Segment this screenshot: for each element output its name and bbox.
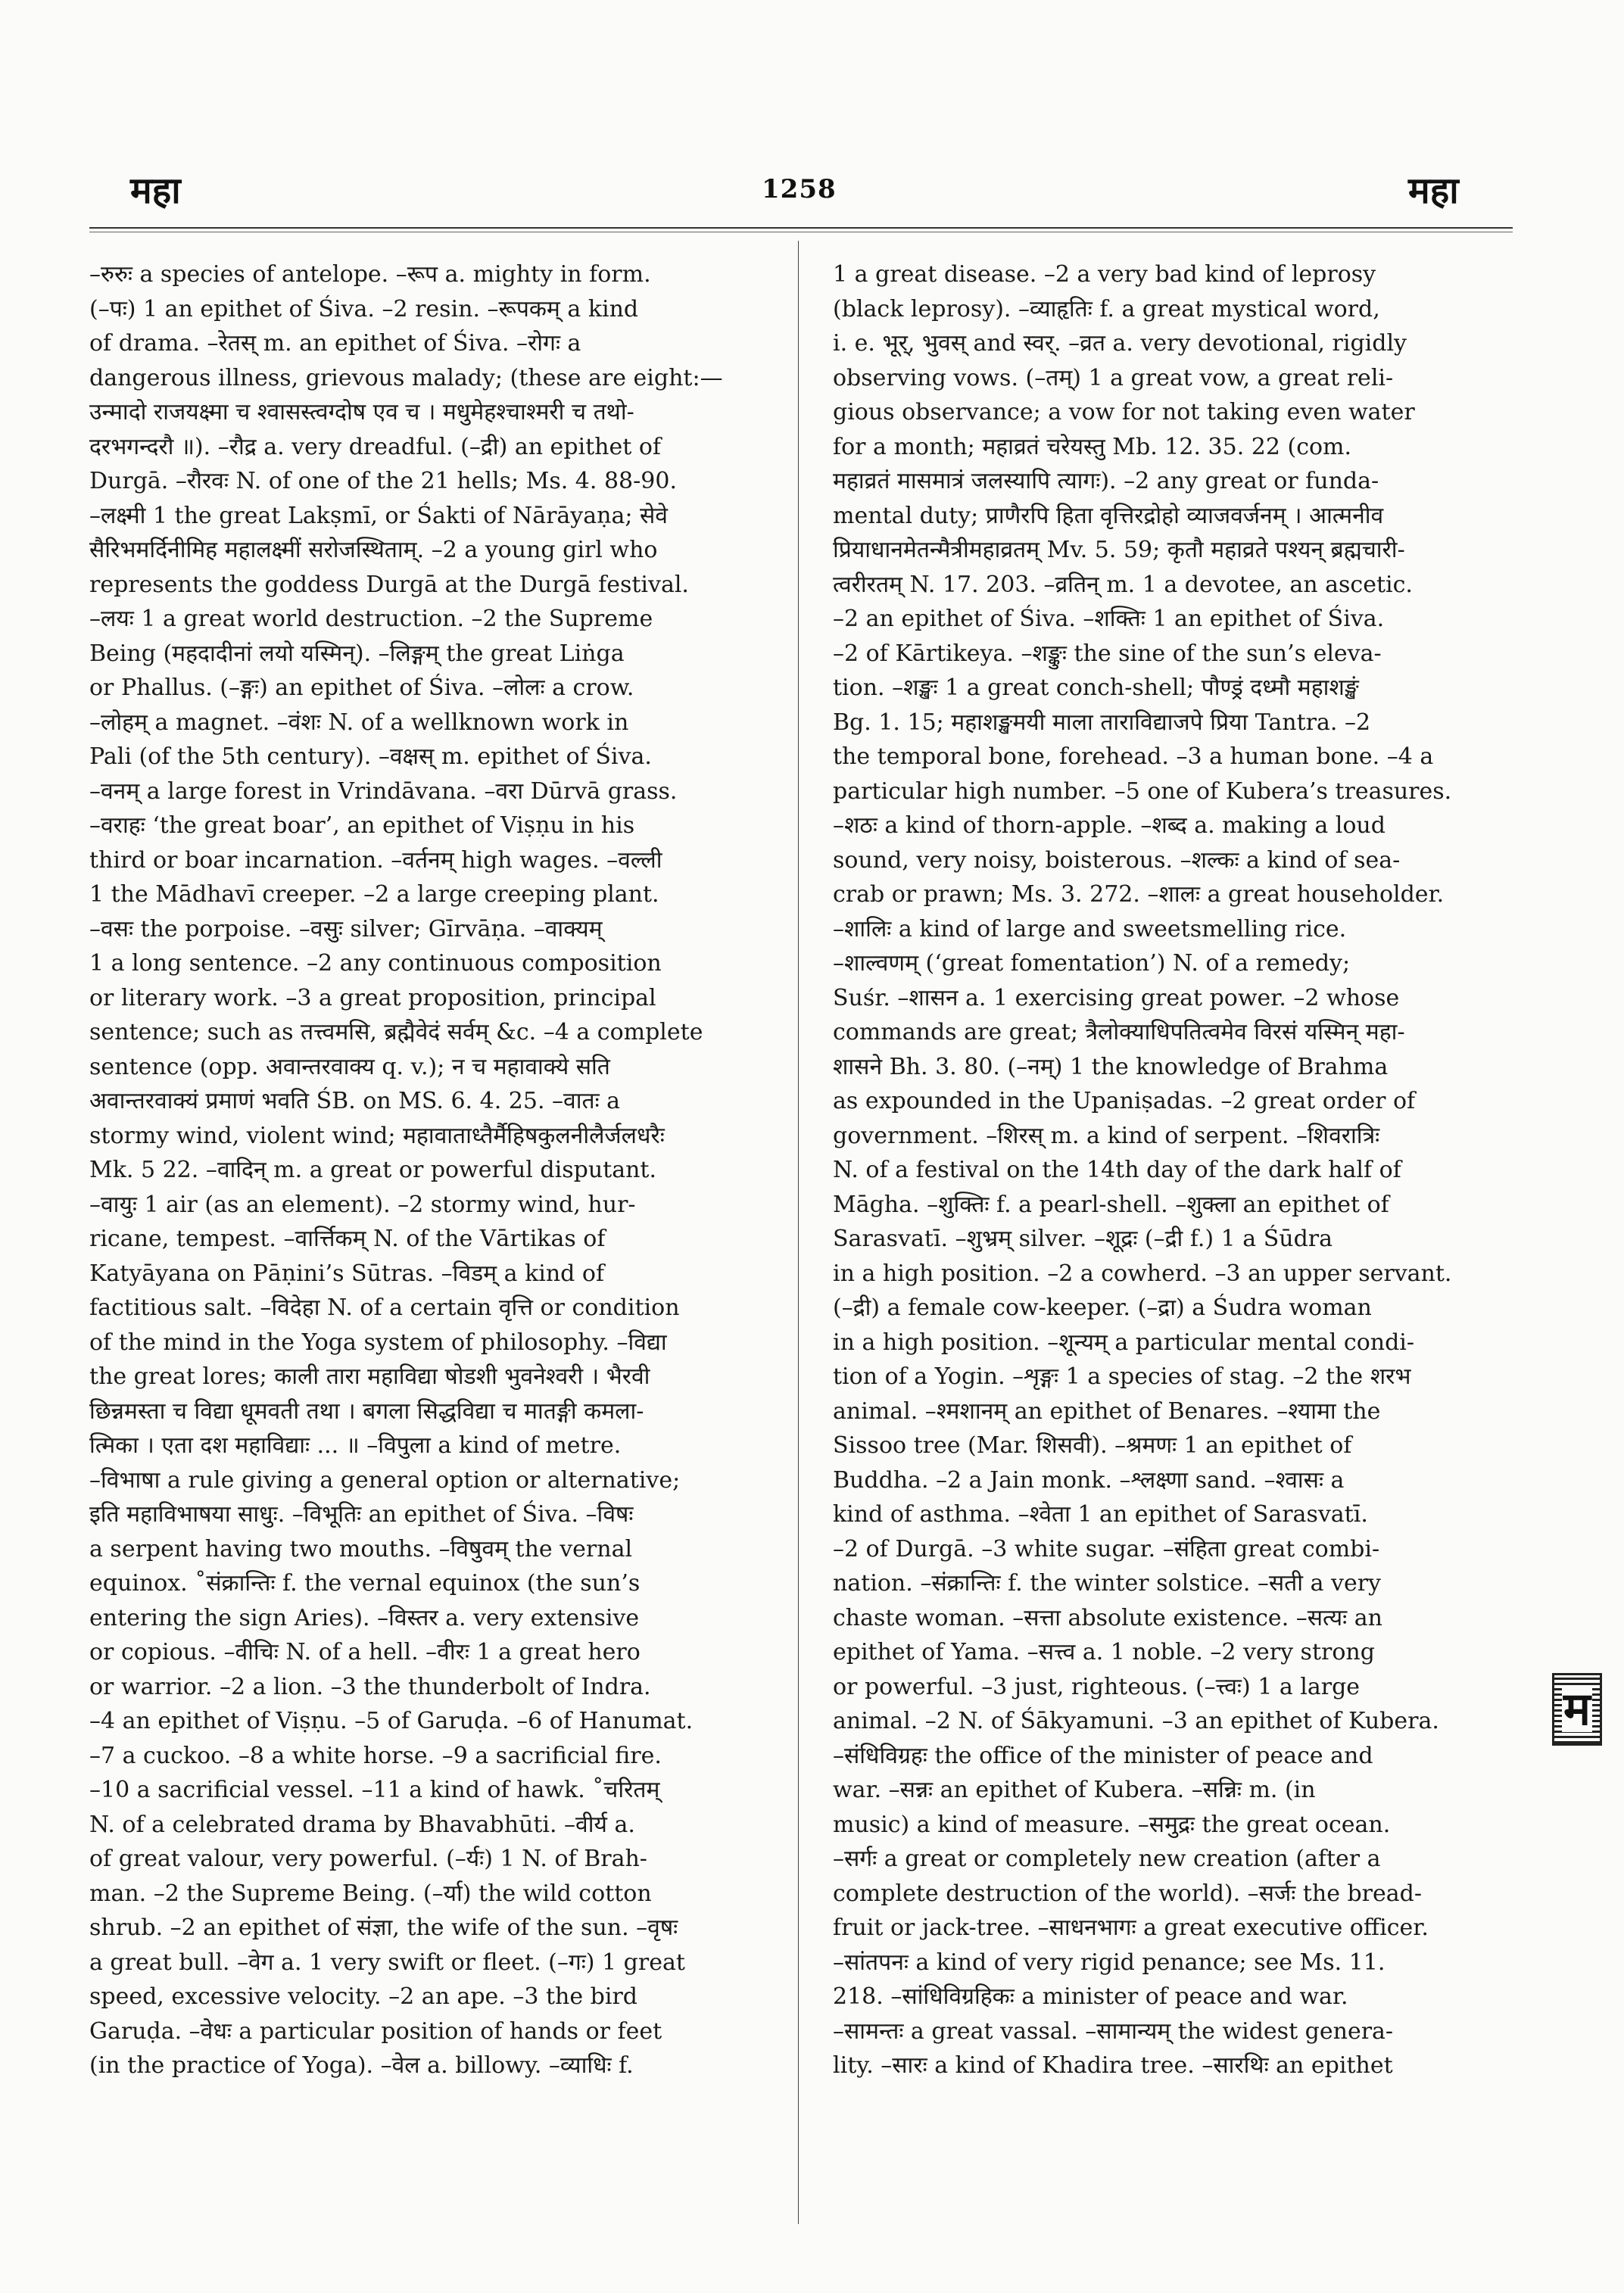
entry-line: महाव्रतं मासमात्रं जलस्यापि त्यागः). –2 any great or funda-: [833, 468, 1379, 494]
entry-line: (black leprosy). –व्याहृतिः f. a great mystical word,: [833, 295, 1380, 322]
entry-line: 1 a great disease. –2 a very bad kind of leprosy: [833, 261, 1376, 288]
entry-line: or copious. –वीचिः N. of a hell. –वीरः 1 a great hero: [89, 1639, 641, 1665]
entry-line: commands are great; त्रैलोक्याधिपतित्वमेव विरसं यस्मिन् महा-: [833, 1019, 1405, 1045]
entry-line: –2 of Durgā. –3 white sugar. –संहिता great combi-: [833, 1535, 1380, 1562]
entry-line: i. e. भूर्, भुवस् and स्वर्. –व्रत a. very devotional, rigidly: [833, 330, 1407, 357]
header-guide-word-right: महा: [1408, 170, 1459, 212]
entry-line: complete destruction of the world). –सर्जः the bread-: [833, 1880, 1423, 1907]
entry-line: gious observance; a vow for not taking even water: [833, 399, 1415, 425]
entry-line: N. of a festival on the 14th day of the dark half of: [833, 1157, 1401, 1183]
right-column: [833, 257, 1514, 2210]
entry-line: ricane, tempest. –वार्त्तिकम् N. of the Vārtikas of: [89, 1226, 606, 1252]
entry-line: –वसः the porpoise. –वसुः silver; Gīrvāṇa. –वाक्यम्: [89, 915, 603, 942]
entry-line: entering the sign Aries). –विस्तर a. very extensive: [89, 1604, 640, 1631]
entry-line: of great valour, very powerful. (–र्यः) 1 N. of Brah-: [89, 1846, 647, 1872]
entry-line: fruit or jack-tree. –साधनभागः a great executive officer.: [833, 1914, 1429, 1941]
entry-line: Bg. 1. 15; महाशङ्खमयी माला ताराविद्याजपे प्रिया Tantra. –2: [833, 709, 1371, 736]
header-guide-word-left: महा: [130, 170, 181, 212]
entry-line: nation. –संक्रान्तिः f. the winter solstice. –सती a very: [833, 1570, 1381, 1597]
entry-line: –विभाषा a rule giving a general option or alternative;: [89, 1466, 681, 1494]
entry-line: a great bull. –वेग a. 1 very swift or fleet. (–गः) 1 great: [89, 1949, 685, 1976]
entry-line: –2 an epithet of Śiva. –शक्तिः 1 an epithet of Śiva.: [833, 606, 1385, 632]
entry-line: tion of a Yogin. –शृङ्गः 1 a species of stag. –2 the शरभ: [833, 1363, 1411, 1390]
entry-line: –7 a cuckoo. –8 a white horse. –9 a sacrificial fire.: [89, 1742, 662, 1769]
entry-line: –वनम् a large forest in Vrindāvana. –वरा Dūrvā grass.: [89, 777, 678, 805]
entry-line: (–द्री) a female cow-keeper. (–द्रा) a Śudra woman: [833, 1294, 1372, 1321]
entry-line: as expounded in the Upaniṣadas. –2 great order of: [833, 1088, 1416, 1114]
entry-line: stormy wind, violent wind; महावाताध्तैर्मैहिषकुलनीलैर्जलधरैः: [89, 1122, 665, 1149]
entry-line: इति महाविभाषया साधुः. –विभूतिः an epithet of Śiva. –विषः: [89, 1501, 634, 1528]
entry-line: N. of a celebrated drama by Bhavabhūti. –वीर्य a.: [89, 1811, 635, 1838]
entry-line: अवान्तरवाक्यं प्रमाणं भवति ŚB. on MS. 6. 4. 25. –वातः a: [89, 1088, 621, 1114]
entry-line: crab or prawn; Ms. 3. 272. –शालः a great householder.: [833, 881, 1445, 908]
entry-line: Pali (of the 5th century). –वक्षस् m. epithet of Śiva.: [89, 743, 652, 770]
entry-line: man. –2 the Supreme Being. (–र्या) the wild cotton: [89, 1880, 652, 1907]
entry-line: or Phallus. (–ङ्गः) an epithet of Śiva. –लोलः a crow.: [89, 675, 634, 701]
entry-line: –शठः a kind of thorn-apple. –शब्द a. making a loud: [833, 812, 1386, 839]
column-divider: [798, 241, 799, 2224]
entry-line: दरभगन्दरौ ॥). –रौद्र a. very dreadful. (–द्री) an epithet of: [89, 433, 662, 460]
entry-line: छिन्नमस्ता च विद्या धूमवती तथा । बगला सिद्धविद्या च मातङ्गी कमला-: [89, 1397, 644, 1425]
entry-line: the temporal bone, forehead. –3 a human bone. –4 a: [833, 743, 1434, 770]
entry-line: सैरिभमर्दिनीमिह महालक्ष्मीं सरोजस्थिताम्. –2 a young girl who: [89, 537, 658, 563]
entry-line: equinox. ˚संक्रान्तिः f. the vernal equinox (the sun’s: [89, 1570, 641, 1597]
page-number: 1258: [762, 174, 837, 204]
entry-line: शासने Bh. 3. 80. (–नम्) 1 the knowledge of Brahma: [833, 1053, 1389, 1080]
entry-line: उन्मादो राजयक्ष्मा च श्वासस्त्वग्दोष एव च । मधुमेहश्चाश्मरी च तथो-: [89, 399, 634, 425]
entry-line: observing vows. (–तम्) 1 a great vow, a great reli-: [833, 364, 1394, 391]
entry-line: –शालिः a kind of large and sweetsmelling rice.: [833, 915, 1347, 942]
entry-line: –वराहः ‘the great boar’, an epithet of Viṣṇu in his: [89, 812, 635, 839]
entry-line: or warrior. –2 a lion. –3 the thunderbolt of Indra.: [89, 1673, 651, 1700]
entry-line: –सामन्तः a great vassal. –सामान्यम् the widest genera-: [833, 2017, 1394, 2045]
entry-line: Mk. 5 22. –वादिन् m. a great or powerful disputant.: [89, 1157, 656, 1183]
entry-line: war. –सन्नः an epithet of Kubera. –सन्निः m. (in: [833, 1777, 1316, 1803]
entry-line: sentence (opp. अवान्तरवाक्य q. v.); न च महावाक्ये सति: [89, 1053, 610, 1080]
entry-line: a serpent having two mouths. –विषुवम् the vernal: [89, 1535, 633, 1562]
entry-line: animal. –2 N. of Śākyamuni. –3 an epithet of Kubera.: [833, 1708, 1439, 1734]
entry-line: or powerful. –3 just, righteous. (–त्त्वः) 1 a large: [833, 1673, 1361, 1700]
entry-line: –वायुः 1 air (as an element). –2 stormy wind, hur-: [89, 1191, 636, 1218]
entry-line: Being (महदादीनां लयो यस्मिन्). –लिङ्गम् the great Liṅga: [89, 640, 625, 667]
thumb-index-letter: म: [1563, 1683, 1591, 1736]
entry-line: Buddha. –2 a Jain monk. –श्लक्ष्णा sand. –श्वासः a: [833, 1466, 1345, 1494]
entry-line: Sarasvatī. –शुभ्रम् silver. –शूद्रः (–द्री f.) 1 a Śūdra: [833, 1226, 1333, 1252]
entry-line: represents the goddess Durgā at the Durgā festival.: [89, 571, 689, 598]
entry-line: Sissoo tree (Mar. शिसवी). –श्रमणः 1 an epithet of: [833, 1432, 1352, 1459]
entry-line: for a month; महाव्रतं चरेयस्तु Mb. 12. 35. 22 (com.: [833, 433, 1352, 460]
entry-line: 1 the Mādhavī creeper. –2 a large creeping plant.: [89, 881, 659, 908]
entry-line: 1 a long sentence. –2 any continuous composition: [89, 950, 662, 977]
entry-line: shrub. –2 an epithet of संज्ञा, the wife of the sun. –वृषः: [89, 1914, 678, 1941]
entry-line: or literary work. –3 a great proposition, principal: [89, 984, 656, 1011]
entry-line: –शाल्वणम् (‘great fomentation’) N. of a remedy;: [833, 950, 1351, 977]
entry-line: animal. –श्मशानम् an epithet of Benares. –श्यामा the: [833, 1397, 1381, 1425]
entry-line: in a high position. –2 a cowherd. –3 an upper servant.: [833, 1260, 1452, 1287]
entry-line: kind of asthma. –श्वेता 1 an epithet of Sarasvatī.: [833, 1501, 1368, 1528]
entry-line: –2 of Kārtikeya. –शङ्कुः the sine of the sun’s eleva-: [833, 640, 1382, 667]
header-rule: [89, 227, 1513, 232]
entry-line: factitious salt. –विदेहा N. of a certain वृत्ति or condition: [89, 1294, 680, 1321]
entry-line: –संधिविग्रहः the office of the minister of peace and: [833, 1742, 1373, 1769]
entry-line: त्वरीरतम् N. 17. 203. –व्रतिन् m. 1 a devotee, an ascetic.: [833, 571, 1413, 598]
entry-line: Durgā. –रौरवः N. of one of the 21 hells; Ms. 4. 88-90.: [89, 468, 677, 494]
entry-line: speed, excessive velocity. –2 an ape. –3 the bird: [89, 1983, 637, 2010]
entry-line: –सांतपनः a kind of very rigid penance; see Ms. 11.: [833, 1949, 1386, 1976]
entry-line: Garuḍa. –वेधः a particular position of hands or feet: [89, 2017, 662, 2045]
entry-line: in a high position. –शून्यम् a particular mental condi-: [833, 1329, 1415, 1356]
entry-line: sentence; such as तत्त्वमसि, ब्रह्मैवेदं सर्वम् &c. –4 a complete: [89, 1019, 703, 1045]
entry-line: third or boar incarnation. –वर्तनम् high wages. –वल्ली: [89, 846, 662, 874]
entry-line: Māgha. –शुक्तिः f. a pearl-shell. –शुक्ला an epithet of: [833, 1191, 1389, 1218]
entry-line: the great lores; काली तारा महाविद्या षोडशी भुवनेश्वरी । भैरवी: [89, 1363, 650, 1390]
entry-line: (in the practice of Yoga). –वेल a. billowy. –व्याधिः f.: [89, 2052, 634, 2079]
entry-line: –लोहम् a magnet. –वंशः N. of a wellknown work in: [89, 709, 629, 736]
left-column: [89, 257, 771, 2210]
entry-line: –लक्ष्मी 1 the great Lakṣmī, or Śakti of Nārāyaṇa; सेवे: [89, 502, 668, 529]
entry-line: –लयः 1 a great world destruction. –2 the Supreme: [89, 606, 653, 632]
entry-line: epithet of Yama. –सत्त्व a. 1 noble. –2 very strong: [833, 1639, 1375, 1665]
entry-line: प्रियाधानमेतन्मैत्रीमहाव्रतम् Mv. 5. 59; कृतौ महाव्रते पश्यन् ब्रह्मचारी-: [833, 537, 1405, 563]
entry-line: particular high number. –5 one of Kubera’s treasures.: [833, 777, 1452, 805]
entry-line: sound, very noisy, boisterous. –शल्कः a kind of sea-: [833, 846, 1401, 874]
entry-line: chaste woman. –सत्ता absolute existence. –सत्यः an: [833, 1604, 1382, 1631]
entry-line: Katyāyana on Pāṇini’s Sūtras. –विडम् a kind of: [89, 1260, 605, 1287]
entry-line: dangerous illness, grievous malady; (these are eight:—: [89, 364, 723, 391]
entry-line: lity. –सारः a kind of Khadira tree. –सारथिः an epithet: [833, 2052, 1393, 2079]
entry-line: mental duty; प्राणैरपि हिता वृत्तिरद्रोहो व्याजवर्जनम् । आत्मनीव: [833, 502, 1384, 529]
entry-line: –सर्गः a great or completely new creation (after a: [833, 1846, 1381, 1872]
entry-line: Suśr. –शासन a. 1 exercising great power. –2 whose: [833, 984, 1400, 1011]
entry-line: –4 an epithet of Viṣṇu. –5 of Garuḍa. –6 of Hanumat.: [89, 1708, 694, 1734]
entry-line: 218. –सांधिविग्रहिकः a minister of peace and war.: [833, 1983, 1348, 2010]
entry-line: government. –शिरस् m. a kind of serpent. –शिवरात्रिः: [833, 1122, 1380, 1149]
entry-line: –रुरुः a species of antelope. –रूप a. mighty in form.: [89, 261, 651, 288]
entry-line: त्मिका । एता दश महाविद्याः ... ॥ –विपुला a kind of metre.: [89, 1432, 622, 1459]
thumb-index-tab: [1552, 1673, 1602, 1746]
entry-line: of drama. –रेतस् m. an epithet of Śiva. –रोगः a: [89, 330, 581, 357]
entry-line: –10 a sacrificial vessel. –11 a kind of hawk. ˚चरितम्: [89, 1777, 660, 1803]
entry-line: music) a kind of measure. –समुद्रः the great ocean.: [833, 1811, 1391, 1838]
entry-line: tion. –शङ्खः 1 a great conch-shell; पौण्ड्रं दध्मौ महाशङ्खं: [833, 675, 1359, 701]
entry-line: (–पः) 1 an epithet of Śiva. –2 resin. –रूपकम् a kind: [89, 295, 639, 322]
entry-line: of the mind in the Yoga system of philosophy. –विद्या: [89, 1329, 667, 1356]
